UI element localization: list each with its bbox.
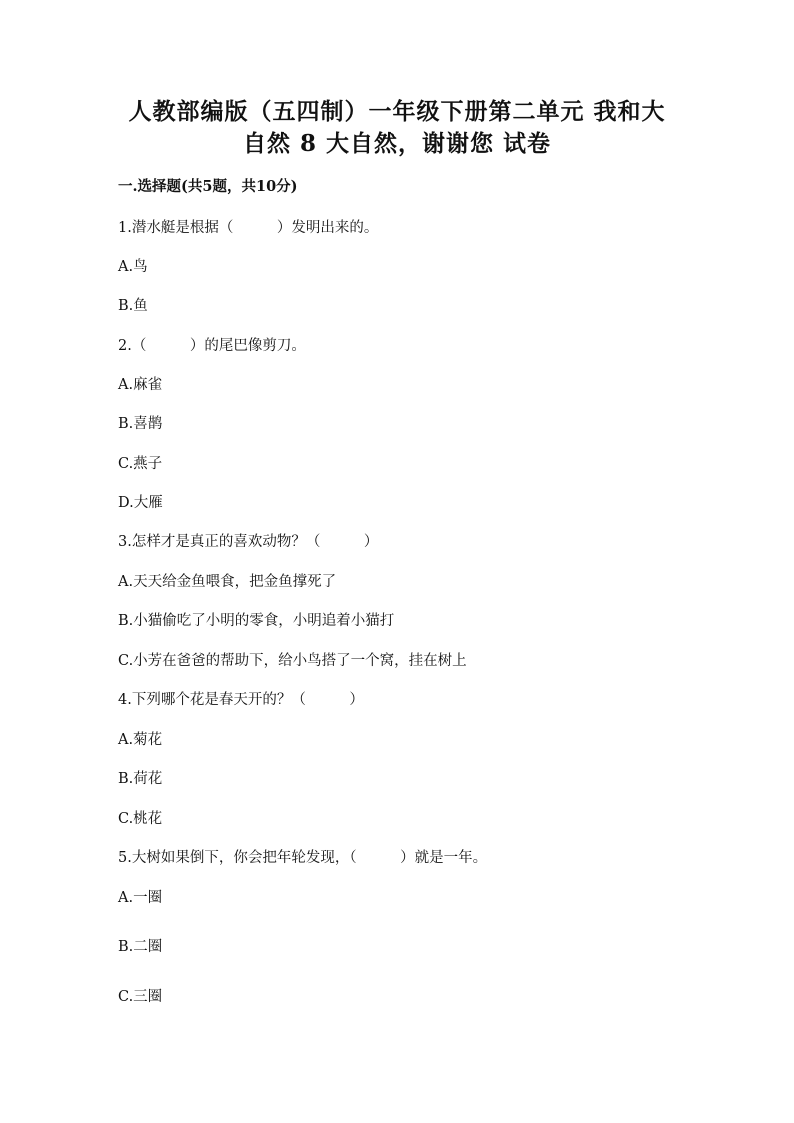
- question-5-option-a: A.一圈: [118, 890, 163, 906]
- question-3-option-a: A.天天给金鱼喂食，把金鱼撑死了: [118, 574, 337, 590]
- question-4-option-b: B.荷花: [118, 771, 163, 787]
- section-heading: 一.选择题(共5题，共10分): [118, 178, 298, 195]
- document-title-line-2: 自然 8 大自然，谢谢您 试卷: [242, 130, 552, 157]
- question-3-option-c: C.小芳在爸爸的帮助下，给小鸟搭了一个窝，挂在树上: [118, 653, 467, 669]
- question-4-stem: 4.下列哪个花是春天开的？（ ）: [118, 692, 364, 708]
- question-4-option-a: A.菊花: [118, 732, 163, 748]
- question-3-stem: 3.怎样才是真正的喜欢动物？（ ）: [118, 534, 379, 550]
- question-2-stem: 2.（ ）的尾巴像剪刀。: [118, 338, 306, 354]
- question-2-option-c: C.燕子: [118, 456, 163, 472]
- question-1-option-b: B.鱼: [118, 298, 148, 314]
- question-5-stem: 5.大树如果倒下，你会把年轮发现，（ ）就是一年。: [118, 850, 488, 866]
- question-2-option-a: A.麻雀: [118, 377, 163, 393]
- document-title-line-1: 人教部编版（五四制）一年级下册第二单元 我和大: [128, 98, 666, 125]
- question-2-option-d: D.大雁: [118, 495, 163, 511]
- question-1-option-a: A.鸟: [118, 259, 148, 275]
- question-5-option-c: C.三圈: [118, 989, 163, 1005]
- question-4-option-c: C.桃花: [118, 811, 163, 827]
- question-5-option-b: B.二圈: [118, 939, 163, 955]
- question-1-stem: 1.潜水艇是根据（ ）发明出来的。: [118, 220, 379, 236]
- question-3-option-b: B.小猫偷吃了小明的零食，小明追着小猫打: [118, 613, 395, 629]
- question-2-option-b: B.喜鹊: [118, 416, 163, 432]
